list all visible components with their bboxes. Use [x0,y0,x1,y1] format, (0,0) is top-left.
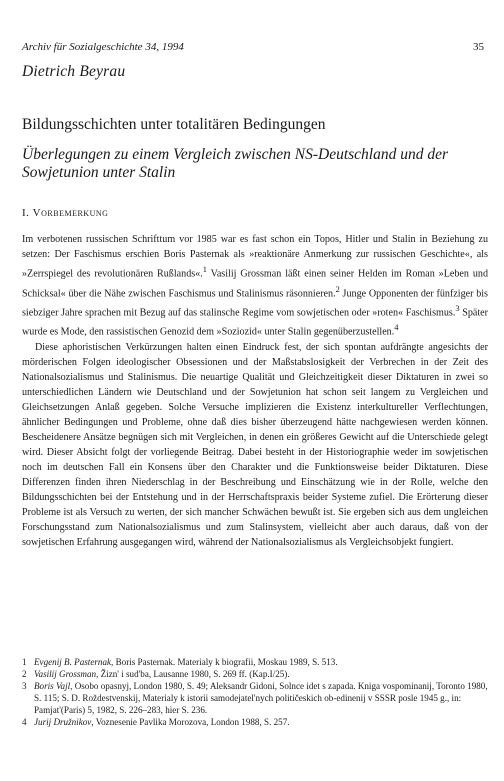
page-number: 35 [473,41,484,53]
footnote-ref[interactable]: 1 [202,265,207,275]
paragraph-text: Später wurde es Mode, den rassistischen Genozid dem »Soziozid« unter Stalin gegenüberzustellen. [22,307,489,338]
paragraph-text: Vasilij Grossman läßt einen seiner Helden im Roman »Leben und Schicksal« über die Nähe zwischen Faschismus und Stalinismus räsonnieren. [22,268,488,299]
footnote-author: Vasilij Grossman [34,669,97,680]
footnote-number: 4 [22,717,27,728]
article-title: Bildungsschichten unter totalitären Bedingungen [22,116,326,133]
footnote-text: , Boris Pasternak. Materialy k biografii, Moskau 1989, S. 513. [111,657,338,667]
paragraph-text: Junge Opponenten der fünfziger bis siebziger Jahre sprachen mit Bezug auf das stalinsche Regime vom sowjetischen oder »roten« Faschismus. [22,287,488,319]
paragraph-1 [22,232,488,340]
article-subtitle: Überlegungen zu einem Vergleich zwischen NS-Deutschland und der Sowjetunion unter Stalin [22,146,449,181]
footnote-author: Boris Vajl [34,681,71,692]
footnote [22,656,492,668]
section-title: Vorbemerkung [32,207,109,219]
footnote-author: Jurij Družnikov [34,717,92,728]
paragraph-2 [22,340,488,551]
footnote-ref[interactable]: 3 [455,303,460,313]
section-numeral: I. [22,207,33,219]
footnote-number: 1 [22,657,27,667]
footnote-text: , Osobo opasnyj, London 1980, S. 49; Aleksandr Gidoni, Solnce idet s zapada. Kniga vospominanij, Toronto 1980, S. 115; S. D. Roždestvenskij, Materialy k istorii samodejatel'nych političeskich ob-edinenij v SSSR posle 1945 g., in: Pamjat'(Paris) 5, 1982, S. 226–283, hier S. 236. [34,681,488,716]
paragraph-text: Diese aphoristischen Verkürzungen halten einen Eindruck fest, der sich spontan aufdrängte angesichts der mörderischen Folgen ideologischer Obsessionen und der Maßstabslosigkeit der Verbrechen in der Zeit des Nationalsozialismus und Stalinismus. Die neuartige Qualität und Gleichzeitigkeit dieser Diktaturen in zwei so unterschiedlichen Ländern wie Deutschland und der Sowjetunion hat schon seit langem zu Vergleichen und Gleichsetzungen Anlaß gegeben. Solche Versuche implizieren die Existenz interkultureller Verflechtungen, ähnlicher Bedingungen und Probleme, ohne daß dies bisher überzeugend hätte nachgewiesen werden können. Bescheidenere Ansätze begnügen sich mit Vergleichen, in denen ein größeres Gewicht auf die Unterschiede gelegt wird. Dieser Absicht folgt der vorliegende Beitrag. Dabei besteht in der Historiographie weder im sowjetischen noch im deutschen Fall ein Konsens über den Charakter und die Funktionsweise beider Diktaturen. Diese Differenzen finden ihren Niederschlag in der Beschreibung und Einschätzung wie in der Rolle, welche den Bildungsschichten bei der Entstehung und in der Herrschaftspraxis beider Systeme zufiel. Die Erörterung dieser Probleme ist als Versuch zu werten, der sich mancher Schwächen bewußt ist. Sie ergeben sich aus dem ungleichen Forschungsstand zum Nationalsozialismus und zum Stalinsystem, vielleicht aber auch daraus, daß von der sowjetischen Erfahrung ausgegangen wird, während der Nationalsozialismus als Vergleichsobjekt fungiert. [22,341,488,549]
footnote-author: Evgenij B. Pasternak [34,657,112,667]
body-text [22,232,488,550]
footnote-ref[interactable]: 2 [335,284,340,294]
footnote-text: , Žizn' i sud'ba, Lausanne 1980, S. 269 ff. (Kap.I/25). [96,669,290,680]
footnote [22,680,492,716]
section-heading [22,207,108,220]
footnote-text: , Voznesenie Pavlika Morozova, London 1988, S. 257. [91,717,290,728]
running-head [22,41,484,54]
footnote-number: 3 [22,681,27,692]
footnote-ref[interactable]: 4 [394,323,399,333]
article-author: Dietrich Beyrau [22,63,126,80]
footnote-number: 2 [22,669,27,680]
paragraph-text: Im verbotenen russischen Schrifttum vor 1985 war es fast schon ein Topos, Hitler und Stalin in Beziehung zu setzen: Der Faschismus erschien Boris Pasternak als »reaktionäre Anmerkung zur russischen Geschichte«, als »Zerrspiegel des revolutionären Rußlands«. [22,234,488,280]
footnotes [22,656,492,729]
footnote [22,668,492,680]
footnote [22,716,492,728]
journal-title: Archiv für Sozialgeschichte 34, 1994 [22,41,184,53]
